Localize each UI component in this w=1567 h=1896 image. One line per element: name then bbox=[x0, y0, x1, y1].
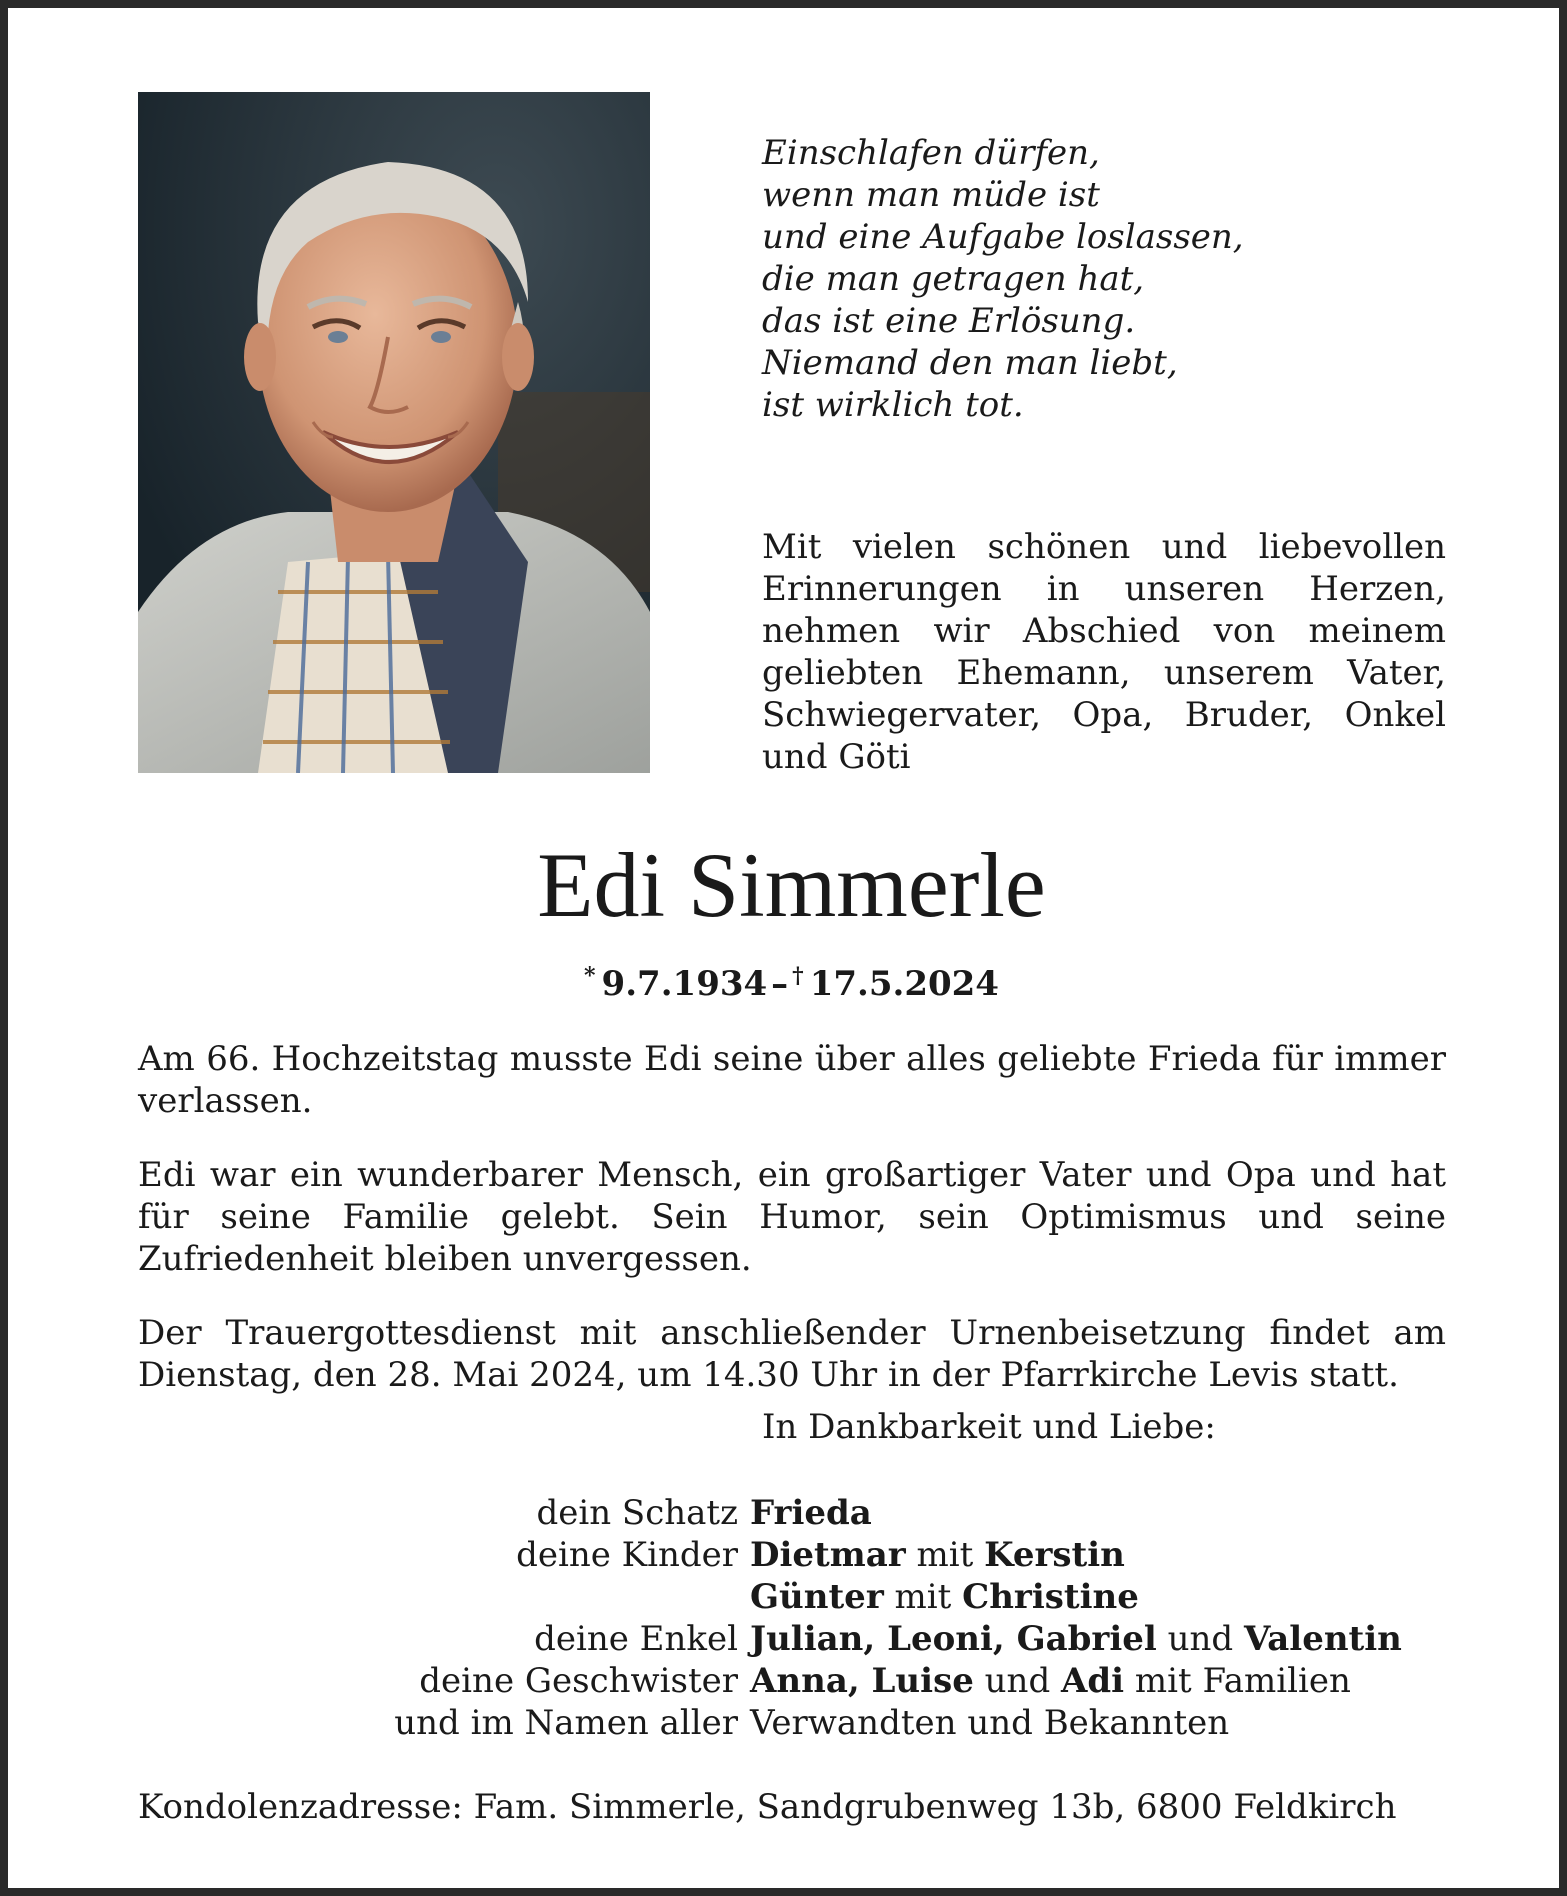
family-member: Frieda bbox=[750, 1493, 872, 1533]
poem-line: die man getragen hat, bbox=[762, 259, 1145, 299]
family-role: und im Namen aller bbox=[394, 1703, 738, 1743]
deceased-name: Edi Simmerle bbox=[537, 834, 1046, 936]
paragraph-anniversary: Am 66. Hochzeitstag musste Edi seine über alles geliebte Frieda für immer verlassen. bbox=[138, 1039, 1446, 1121]
family-role-empty bbox=[138, 1576, 750, 1618]
poem-line: wenn man müde ist bbox=[762, 175, 1100, 215]
death-symbol: † bbox=[792, 963, 804, 989]
family-row-others bbox=[138, 1702, 1478, 1744]
poem-line: ist wirklich tot. bbox=[762, 385, 1024, 425]
family-member: Christine bbox=[962, 1577, 1139, 1617]
poem-line: und eine Aufgabe loslassen, bbox=[762, 217, 1244, 257]
portrait-photo bbox=[138, 92, 650, 773]
thanks-line: In Dankbarkeit und Liebe: bbox=[762, 1407, 1216, 1447]
family-row-siblings bbox=[138, 1660, 1478, 1702]
family-connector: mit bbox=[894, 1577, 952, 1617]
family-member: Julian, Leoni, Gabriel bbox=[750, 1619, 1157, 1659]
family-row-grandchildren bbox=[138, 1618, 1478, 1660]
farewell-intro: Mit vielen schönen und liebevollen Erinnerungen in unseren Herzen, nehmen wir Abschied von meinem geliebten Ehemann, unserem Vater, Schwiegervater, Opa, Bruder, Onkel und Göti bbox=[762, 527, 1446, 777]
poem-line: Einschlafen dürfen, bbox=[762, 133, 1100, 173]
poem-line: Niemand den man liebt, bbox=[762, 343, 1178, 383]
family-role: deine Geschwister bbox=[419, 1661, 738, 1701]
family-member: Valentin bbox=[1244, 1619, 1402, 1659]
family-member: Dietmar bbox=[750, 1535, 906, 1575]
family-connector: mit Familien bbox=[1134, 1661, 1351, 1701]
family-role: deine Enkel bbox=[534, 1619, 738, 1659]
birth-date: 9.7.1934 bbox=[601, 964, 768, 1004]
poem bbox=[762, 132, 1502, 426]
family-connector: und bbox=[1167, 1619, 1234, 1659]
family-row-children-2 bbox=[138, 1576, 1478, 1618]
family-member: Anna, Luise bbox=[750, 1661, 974, 1701]
family-role: dein Schatz bbox=[536, 1493, 738, 1533]
paragraph-service: Der Trauergottesdienst mit anschließender Urnenbeisetzung findet am Dienstag, den 28. Mai 2024, um 14.30 Uhr in der Pfarrkirche Levis statt. bbox=[138, 1313, 1446, 1395]
family-member: Günter bbox=[750, 1577, 884, 1617]
family-others: Verwandten und Bekannten bbox=[750, 1703, 1230, 1743]
family-member: Kerstin bbox=[984, 1535, 1125, 1575]
family-row-spouse bbox=[138, 1492, 1478, 1534]
family-member: Adi bbox=[1061, 1661, 1125, 1701]
paragraph-tribute: Edi war ein wunderbarer Mensch, ein großartiger Vater und Opa und hat für seine Familie gelebt. Sein Humor, sein Optimismus und seine Zufriedenheit bleiben unvergessen. bbox=[138, 1155, 1446, 1279]
birth-symbol: * bbox=[584, 963, 596, 989]
family-list bbox=[138, 1492, 1478, 1744]
family-connector: mit bbox=[916, 1535, 974, 1575]
date-separator: – bbox=[771, 964, 789, 1004]
death-date: 17.5.2024 bbox=[809, 964, 999, 1004]
family-row-children bbox=[138, 1534, 1478, 1576]
life-dates bbox=[8, 954, 1567, 1006]
poem-line: das ist eine Erlösung. bbox=[762, 301, 1136, 341]
condolence-address: Kondolenzadresse: Fam. Simmerle, Sandgrubenweg 13b, 6800 Feldkirch bbox=[138, 1787, 1397, 1827]
family-connector: und bbox=[984, 1661, 1051, 1701]
family-role: deine Kinder bbox=[516, 1535, 738, 1575]
